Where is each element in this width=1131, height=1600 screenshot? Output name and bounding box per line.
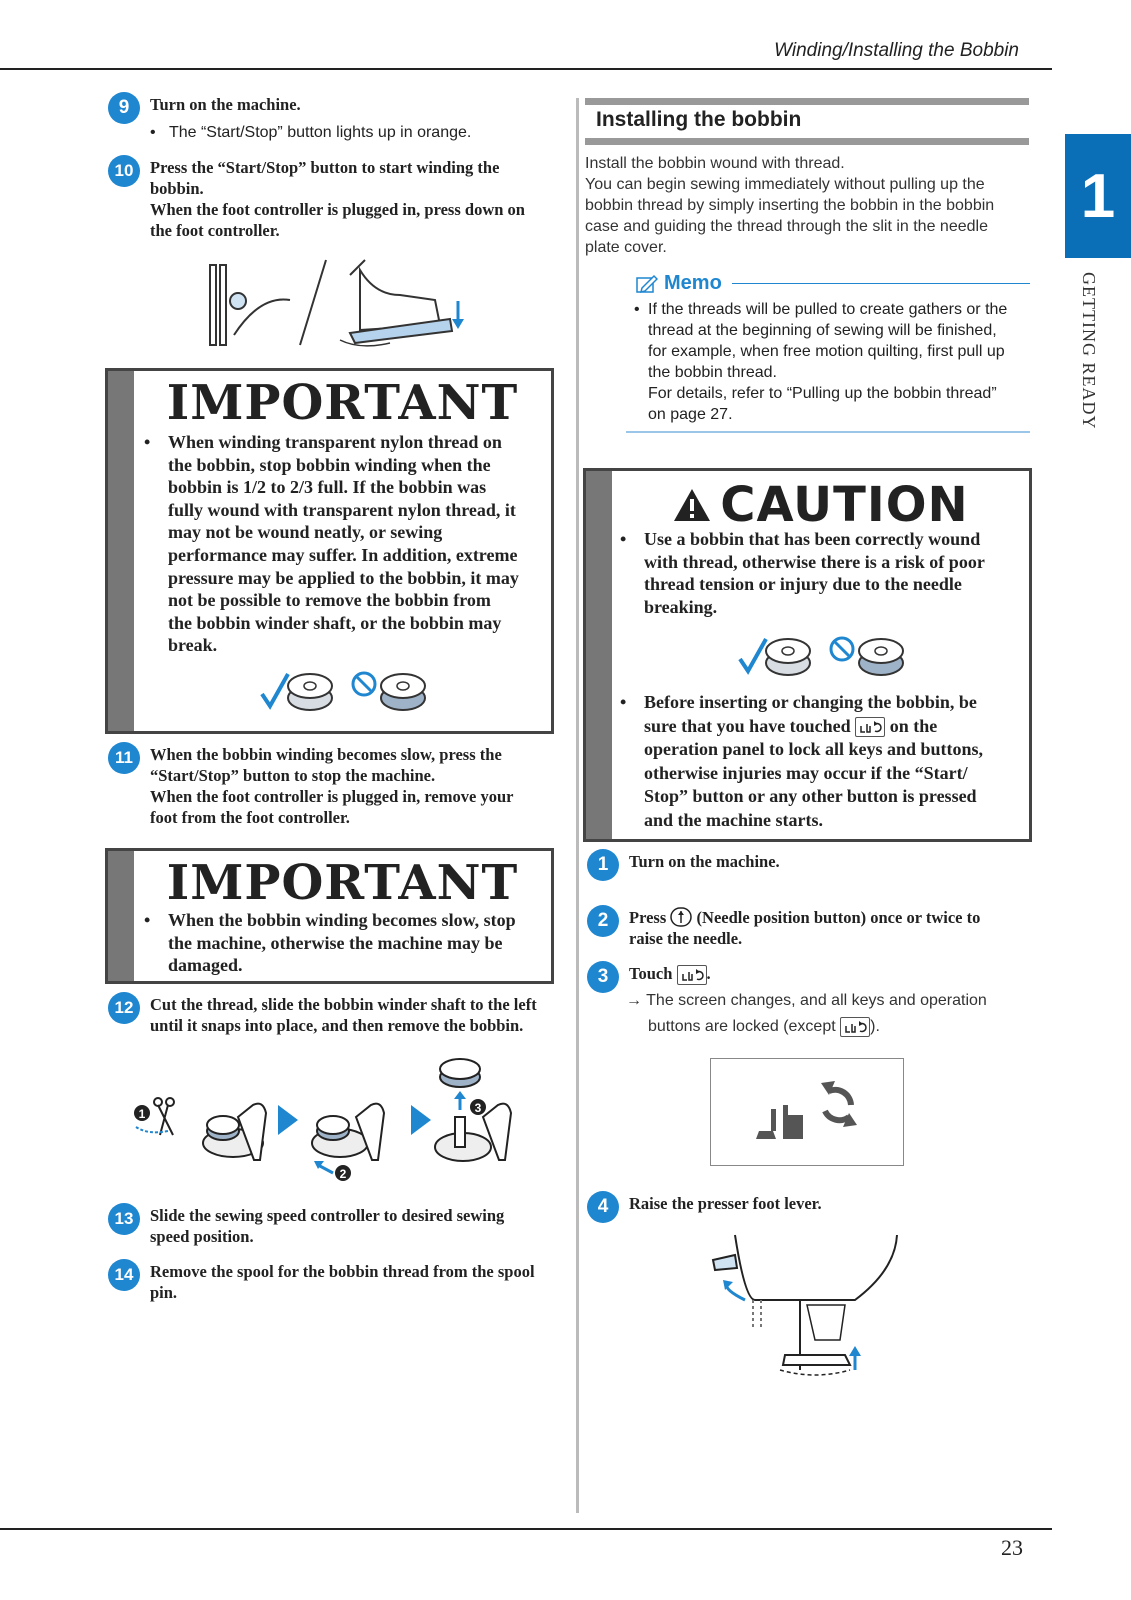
step-10 <box>108 157 525 241</box>
step-number: 1 <box>587 849 619 881</box>
step-number: 2 <box>587 905 619 937</box>
line: If the threads will be pulled to create gathers or the <box>648 301 1008 318</box>
line: may not be wound neatly, or sewing <box>168 522 443 543</box>
text-run: . <box>706 964 711 983</box>
line: speed position. <box>150 1227 254 1246</box>
caution-item-2 <box>620 691 984 832</box>
section-top-bar <box>585 98 1029 105</box>
foot-controller-illustration <box>190 255 480 350</box>
lock-key-large-icon <box>711 1059 903 1165</box>
step-number: 14 <box>108 1259 140 1291</box>
step-11 <box>108 744 513 828</box>
running-header: Winding/Installing the Bobbin <box>774 40 1019 61</box>
line: pressure may be applied to the bobbin, it may <box>168 567 519 588</box>
text-run: sure that you have touched <box>644 715 851 736</box>
step-14 <box>108 1261 535 1303</box>
step-text <box>150 744 513 828</box>
needle-position-button-icon <box>670 907 692 927</box>
page-number: 23 <box>1001 1535 1023 1560</box>
memo-header <box>636 272 1030 295</box>
footer-rule <box>0 1528 1052 1530</box>
line: the foot controller. <box>150 221 280 240</box>
section-title: Installing the bobbin <box>596 108 802 131</box>
step-text <box>150 157 525 241</box>
line: You can begin sewing immediately without pulling up the <box>585 176 985 193</box>
box-side-bar <box>108 371 134 731</box>
text-run: buttons are locked (except <box>648 1018 836 1035</box>
step-13 <box>108 1205 504 1247</box>
column-divider <box>576 98 579 1513</box>
step-3-result <box>626 988 987 1040</box>
bobbin-correct-incorrect-illustration <box>736 631 916 683</box>
bobbin-correct-incorrect-illustration <box>258 666 438 718</box>
bullet-dot: • <box>144 910 151 930</box>
line: Install the bobbin wound with thread. <box>585 155 845 172</box>
right-step-2 <box>587 907 980 949</box>
bullet-dot: • <box>620 529 627 549</box>
warning-triangle-icon <box>672 487 712 523</box>
line: foot from the foot controller. <box>150 808 350 827</box>
important-title: IMPORTANT <box>166 375 519 431</box>
callout-1-label: 1 <box>138 1107 146 1121</box>
line: for example, when free motion quilting, first pull up <box>648 343 1005 360</box>
step-number: 11 <box>108 742 140 774</box>
step-text <box>150 1261 535 1303</box>
line: case and guiding the thread through the slit in the needle <box>585 218 988 235</box>
line: breaking. <box>644 596 718 617</box>
text-run: ). <box>870 1018 880 1035</box>
line: When the bobbin winding becomes slow, stop <box>168 910 516 930</box>
line: performance may suffer. In addition, extreme <box>168 544 518 565</box>
callout-2-label: 2 <box>339 1167 347 1181</box>
line: thread tension or injury due to the needle <box>644 574 962 595</box>
line: When the foot controller is plugged in, press down on <box>150 200 525 219</box>
box-side-bar <box>586 471 612 839</box>
presser-foot-illustration <box>705 1230 905 1385</box>
important-box-2 <box>105 848 554 984</box>
line: When winding transparent nylon thread on <box>168 432 502 452</box>
line <box>626 1014 987 1040</box>
line: Slide the sewing speed controller to desired sewing <box>150 1206 505 1225</box>
step-text <box>629 963 711 985</box>
step-number: 12 <box>108 992 140 1024</box>
line: For details, refer to “Pulling up the bobbin thread” <box>648 385 997 402</box>
lock-key-icon <box>855 717 885 737</box>
line: fully wound with transparent nylon thread, it <box>168 499 516 520</box>
text-run: Press <box>629 908 667 927</box>
caution-title: CAUTION <box>720 477 969 533</box>
line: Before inserting or changing the bobbin, be <box>644 692 977 712</box>
caution-box <box>583 468 1032 842</box>
line: with thread, otherwise there is a risk of poor <box>644 551 985 572</box>
lock-key-icon <box>840 1017 870 1037</box>
line: operation panel to lock all keys and buttons, <box>644 739 984 759</box>
right-step-4 <box>587 1193 822 1223</box>
line: break. <box>168 635 218 656</box>
bullet-dot: • <box>144 432 151 452</box>
memo-item <box>634 299 1030 425</box>
bullet-dot: • <box>634 301 640 318</box>
line: plate cover. <box>585 239 667 256</box>
caution-header <box>612 477 1029 533</box>
line: Remove the spool for the bobbin thread from the spool <box>150 1262 535 1281</box>
step-number: 13 <box>108 1203 140 1235</box>
line: damaged. <box>168 955 243 976</box>
line: → The screen changes, and all keys and operation <box>626 992 987 1009</box>
line: until it snaps into place, and then remove the bobbin. <box>150 1016 524 1035</box>
line <box>629 907 980 928</box>
memo-rule <box>732 283 1030 285</box>
line: Use a bobbin that has been correctly wound <box>644 529 981 549</box>
line: the bobbin, stop bobbin winding when the <box>168 454 491 475</box>
step-text: Turn on the machine. <box>150 95 301 114</box>
line: on page 27. <box>648 406 733 423</box>
bobbin-removal-illustration <box>128 1055 548 1185</box>
line: the machine, otherwise the machine may be <box>168 932 503 953</box>
line: not be possible to remove the bobbin from <box>168 590 491 611</box>
lock-screen-illustration <box>710 1058 904 1166</box>
important-item <box>144 431 519 657</box>
line: bobbin is 1/2 to 2/3 full. If the bobbin was <box>168 477 487 498</box>
important-item <box>144 909 516 977</box>
important-title: IMPORTANT <box>166 855 519 911</box>
step-text <box>150 1205 504 1247</box>
line: When the foot controller is plugged in, remove your <box>150 787 514 806</box>
line: bobbin. <box>150 179 204 198</box>
text-run: (Needle position button) once or twice to <box>696 908 981 927</box>
bullet-dot: • <box>620 692 627 712</box>
text-run: Touch <box>629 964 673 983</box>
step-12 <box>108 994 537 1036</box>
line: the bobbin winder shaft, or the bobbin may <box>168 612 502 633</box>
lock-key-icon <box>677 965 707 985</box>
line: thread at the beginning of sewing will be finished, <box>648 322 997 339</box>
memo-bottom-rule <box>626 431 1030 433</box>
line: bobbin thread by simply inserting the bobbin in the bobbin <box>585 197 995 214</box>
callout-3-label: 3 <box>474 1101 482 1115</box>
step-number: 3 <box>587 961 619 993</box>
right-step-1 <box>587 851 780 881</box>
line: Stop” button or any other button is pressed <box>644 786 977 806</box>
header-rule <box>0 68 1052 70</box>
step-text: Turn on the machine. <box>629 852 780 871</box>
step-text: Raise the presser foot lever. <box>629 1194 822 1213</box>
caution-item-1 <box>620 528 985 618</box>
step-number: 9 <box>108 92 140 124</box>
section-bottom-bar <box>585 138 1029 145</box>
line: the bobbin thread. <box>648 364 777 381</box>
important-box-1 <box>105 368 554 734</box>
line <box>644 715 983 739</box>
line: Press the “Start/Stop” button to start winding the <box>150 158 500 177</box>
step-9 <box>108 94 301 124</box>
memo-title: Memo <box>664 272 722 294</box>
box-side-bar <box>108 851 134 981</box>
line: When the bobbin winding becomes slow, press the <box>150 745 502 764</box>
step-text <box>629 907 980 949</box>
line: and the machine starts. <box>644 809 823 830</box>
chapter-tab: 1 <box>1065 134 1131 258</box>
line: pin. <box>150 1283 178 1302</box>
step-text <box>150 994 537 1036</box>
line: Cut the thread, slide the bobbin winder shaft to the left <box>150 995 537 1014</box>
section-intro <box>585 153 994 258</box>
chapter-label: GETTING READY <box>1079 272 1099 430</box>
memo-pencil-icon <box>636 274 658 294</box>
line: raise the needle. <box>629 929 743 948</box>
line: “Start/Stop” button to stop the machine. <box>150 766 436 785</box>
bullet-text: The “Start/Stop” button lights up in orange. <box>168 124 472 141</box>
text-run: on the <box>889 715 938 736</box>
step-number: 4 <box>587 1191 619 1223</box>
memo-box <box>636 272 1030 433</box>
step-9-bullet: • The “Start/Stop” button lights up in orange. <box>150 124 472 141</box>
step-number: 10 <box>108 155 140 187</box>
line: otherwise injuries may occur if the “Start/ <box>644 762 968 783</box>
